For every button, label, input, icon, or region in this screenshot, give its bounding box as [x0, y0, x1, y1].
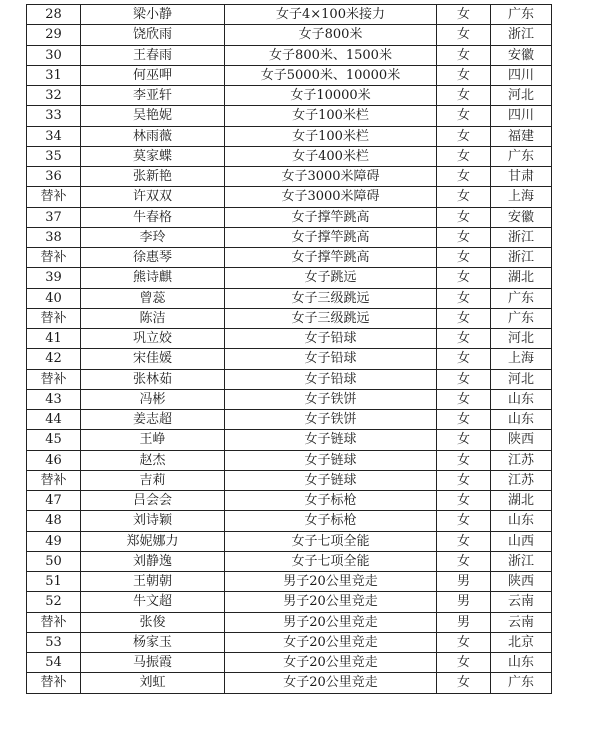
cell-athlete-name: 林雨薇	[81, 126, 225, 146]
table-row	[27, 248, 552, 268]
cell-province: 四川	[491, 65, 552, 85]
cell-gender: 女	[437, 329, 491, 349]
cell-number: 替补	[27, 187, 81, 207]
cell-event: 女子800米	[225, 25, 437, 45]
cell-athlete-name: 牛文超	[81, 592, 225, 612]
cell-gender: 女	[437, 551, 491, 571]
cell-province: 浙江	[491, 25, 552, 45]
cell-number: 34	[27, 126, 81, 146]
cell-athlete-name: 刘诗颖	[81, 511, 225, 531]
cell-number: 46	[27, 450, 81, 470]
table-row	[27, 86, 552, 106]
cell-gender: 女	[437, 410, 491, 430]
cell-gender: 女	[437, 167, 491, 187]
cell-number: 39	[27, 268, 81, 288]
cell-province: 广东	[491, 308, 552, 328]
cell-athlete-name: 熊诗麒	[81, 268, 225, 288]
table-row	[27, 308, 552, 328]
cell-athlete-name: 王朝朝	[81, 572, 225, 592]
cell-province: 广东	[491, 5, 552, 25]
table-row	[27, 450, 552, 470]
cell-province: 河北	[491, 329, 552, 349]
cell-gender: 女	[437, 288, 491, 308]
cell-athlete-name: 宋佳媛	[81, 349, 225, 369]
cell-athlete-name: 刘静逸	[81, 551, 225, 571]
cell-athlete-name: 莫家蝶	[81, 146, 225, 166]
cell-athlete-name: 徐惠琴	[81, 248, 225, 268]
cell-gender: 女	[437, 187, 491, 207]
table-row	[27, 551, 552, 571]
cell-province: 湖北	[491, 268, 552, 288]
cell-province: 山东	[491, 389, 552, 409]
cell-province: 安徽	[491, 45, 552, 65]
cell-event: 女子三级跳远	[225, 308, 437, 328]
cell-event: 男子20公里竞走	[225, 592, 437, 612]
cell-event: 女子撑竿跳高	[225, 227, 437, 247]
cell-athlete-name: 陈洁	[81, 308, 225, 328]
table-row	[27, 288, 552, 308]
cell-gender: 女	[437, 491, 491, 511]
cell-number: 替补	[27, 248, 81, 268]
cell-province: 广东	[491, 146, 552, 166]
cell-number: 35	[27, 146, 81, 166]
table-row	[27, 106, 552, 126]
table-row	[27, 389, 552, 409]
cell-number: 43	[27, 389, 81, 409]
cell-gender: 女	[437, 25, 491, 45]
cell-number: 38	[27, 227, 81, 247]
cell-athlete-name: 王峥	[81, 430, 225, 450]
table-row	[27, 187, 552, 207]
cell-event: 女子标枪	[225, 511, 437, 531]
cell-event: 女子七项全能	[225, 551, 437, 571]
table-row	[27, 430, 552, 450]
cell-athlete-name: 马振霞	[81, 653, 225, 673]
cell-event: 女子20公里竞走	[225, 673, 437, 693]
cell-athlete-name: 曾蕊	[81, 288, 225, 308]
cell-number: 51	[27, 572, 81, 592]
cell-athlete-name: 吴艳妮	[81, 106, 225, 126]
cell-province: 广东	[491, 673, 552, 693]
table-row	[27, 146, 552, 166]
cell-event: 女子20公里竞走	[225, 632, 437, 652]
cell-number: 48	[27, 511, 81, 531]
cell-event: 女子撑竿跳高	[225, 248, 437, 268]
cell-number: 45	[27, 430, 81, 450]
cell-number: 替补	[27, 369, 81, 389]
cell-athlete-name: 牛春格	[81, 207, 225, 227]
cell-athlete-name: 冯彬	[81, 389, 225, 409]
cell-gender: 女	[437, 268, 491, 288]
cell-event: 女子链球	[225, 470, 437, 490]
cell-number: 替补	[27, 470, 81, 490]
cell-number: 31	[27, 65, 81, 85]
cell-athlete-name: 张俊	[81, 612, 225, 632]
cell-event: 女子七项全能	[225, 531, 437, 551]
cell-athlete-name: 赵杰	[81, 450, 225, 470]
table-row	[27, 632, 552, 652]
table-row	[27, 511, 552, 531]
table-row	[27, 491, 552, 511]
cell-athlete-name: 梁小静	[81, 5, 225, 25]
cell-event: 女子3000米障碍	[225, 187, 437, 207]
cell-event: 女子400米栏	[225, 146, 437, 166]
cell-event: 女子链球	[225, 430, 437, 450]
cell-gender: 女	[437, 632, 491, 652]
cell-province: 江苏	[491, 450, 552, 470]
cell-province: 山西	[491, 531, 552, 551]
cell-province: 浙江	[491, 227, 552, 247]
cell-province: 陕西	[491, 572, 552, 592]
cell-gender: 女	[437, 45, 491, 65]
table-row	[27, 673, 552, 693]
cell-gender: 女	[437, 531, 491, 551]
cell-gender: 女	[437, 207, 491, 227]
cell-number: 替补	[27, 308, 81, 328]
cell-athlete-name: 张林茹	[81, 369, 225, 389]
cell-number: 37	[27, 207, 81, 227]
cell-number: 28	[27, 5, 81, 25]
cell-province: 陕西	[491, 430, 552, 450]
cell-event: 女子铅球	[225, 349, 437, 369]
cell-gender: 女	[437, 106, 491, 126]
cell-event: 女子100米栏	[225, 126, 437, 146]
cell-event: 女子20公里竞走	[225, 653, 437, 673]
cell-number: 42	[27, 349, 81, 369]
cell-province: 江苏	[491, 470, 552, 490]
cell-gender: 女	[437, 227, 491, 247]
cell-province: 北京	[491, 632, 552, 652]
cell-gender: 女	[437, 86, 491, 106]
athlete-roster-table	[26, 4, 552, 694]
cell-gender: 女	[437, 673, 491, 693]
table-row	[27, 531, 552, 551]
cell-province: 湖北	[491, 491, 552, 511]
cell-athlete-name: 李亚轩	[81, 86, 225, 106]
cell-gender: 女	[437, 430, 491, 450]
cell-gender: 女	[437, 5, 491, 25]
cell-event: 女子标枪	[225, 491, 437, 511]
table-row	[27, 572, 552, 592]
cell-gender: 女	[437, 450, 491, 470]
cell-athlete-name: 杨家玉	[81, 632, 225, 652]
cell-event: 女子铅球	[225, 329, 437, 349]
cell-number: 49	[27, 531, 81, 551]
cell-event: 男子20公里竞走	[225, 612, 437, 632]
cell-athlete-name: 郑妮娜力	[81, 531, 225, 551]
cell-province: 四川	[491, 106, 552, 126]
cell-number: 50	[27, 551, 81, 571]
cell-number: 替补	[27, 612, 81, 632]
cell-gender: 女	[437, 369, 491, 389]
table-row	[27, 65, 552, 85]
cell-gender: 女	[437, 308, 491, 328]
cell-event: 女子链球	[225, 450, 437, 470]
cell-event: 女子10000米	[225, 86, 437, 106]
cell-province: 河北	[491, 369, 552, 389]
cell-number: 36	[27, 167, 81, 187]
table-row	[27, 653, 552, 673]
cell-athlete-name: 刘虹	[81, 673, 225, 693]
cell-province: 山东	[491, 511, 552, 531]
cell-event: 女子跳远	[225, 268, 437, 288]
cell-province: 上海	[491, 187, 552, 207]
cell-event: 女子三级跳远	[225, 288, 437, 308]
cell-number: 40	[27, 288, 81, 308]
table-row	[27, 207, 552, 227]
cell-event: 女子3000米障碍	[225, 167, 437, 187]
table-row	[27, 612, 552, 632]
cell-province: 安徽	[491, 207, 552, 227]
cell-province: 山东	[491, 653, 552, 673]
cell-event: 女子撑竿跳高	[225, 207, 437, 227]
cell-athlete-name: 吉莉	[81, 470, 225, 490]
cell-event: 女子铅球	[225, 369, 437, 389]
cell-event: 女子800米、1500米	[225, 45, 437, 65]
cell-province: 浙江	[491, 551, 552, 571]
cell-event: 女子铁饼	[225, 410, 437, 430]
table-row	[27, 268, 552, 288]
table-row	[27, 167, 552, 187]
cell-number: 30	[27, 45, 81, 65]
cell-province: 山东	[491, 410, 552, 430]
cell-gender: 女	[437, 470, 491, 490]
cell-province: 云南	[491, 612, 552, 632]
cell-number: 33	[27, 106, 81, 126]
table-row	[27, 25, 552, 45]
cell-province: 甘肃	[491, 167, 552, 187]
cell-gender: 女	[437, 126, 491, 146]
cell-event: 男子20公里竞走	[225, 572, 437, 592]
table-row	[27, 410, 552, 430]
table-row	[27, 349, 552, 369]
cell-gender: 女	[437, 146, 491, 166]
cell-event: 女子4×100米接力	[225, 5, 437, 25]
cell-athlete-name: 张新艳	[81, 167, 225, 187]
cell-number: 47	[27, 491, 81, 511]
cell-province: 广东	[491, 288, 552, 308]
cell-gender: 男	[437, 612, 491, 632]
cell-number: 32	[27, 86, 81, 106]
cell-athlete-name: 李玲	[81, 227, 225, 247]
table-row	[27, 470, 552, 490]
cell-gender: 女	[437, 653, 491, 673]
cell-number: 44	[27, 410, 81, 430]
cell-province: 福建	[491, 126, 552, 146]
cell-athlete-name: 巩立姣	[81, 329, 225, 349]
table-row	[27, 227, 552, 247]
cell-athlete-name: 饶欣雨	[81, 25, 225, 45]
roster-table-body	[27, 5, 552, 694]
cell-gender: 女	[437, 511, 491, 531]
cell-province: 浙江	[491, 248, 552, 268]
cell-province: 云南	[491, 592, 552, 612]
cell-athlete-name: 吕会会	[81, 491, 225, 511]
cell-gender: 男	[437, 572, 491, 592]
cell-province: 河北	[491, 86, 552, 106]
cell-number: 29	[27, 25, 81, 45]
table-row	[27, 45, 552, 65]
cell-gender: 女	[437, 248, 491, 268]
table-row	[27, 126, 552, 146]
cell-event: 女子100米栏	[225, 106, 437, 126]
cell-number: 替补	[27, 673, 81, 693]
cell-number: 53	[27, 632, 81, 652]
cell-number: 54	[27, 653, 81, 673]
cell-gender: 女	[437, 389, 491, 409]
cell-number: 52	[27, 592, 81, 612]
cell-athlete-name: 姜志超	[81, 410, 225, 430]
cell-province: 上海	[491, 349, 552, 369]
cell-gender: 女	[437, 349, 491, 369]
cell-gender: 女	[437, 65, 491, 85]
cell-athlete-name: 许双双	[81, 187, 225, 207]
cell-gender: 男	[437, 592, 491, 612]
cell-athlete-name: 王春雨	[81, 45, 225, 65]
table-row	[27, 592, 552, 612]
cell-event: 女子5000米、10000米	[225, 65, 437, 85]
table-row	[27, 329, 552, 349]
cell-number: 41	[27, 329, 81, 349]
table-row	[27, 5, 552, 25]
table-row	[27, 369, 552, 389]
cell-athlete-name: 何巫呷	[81, 65, 225, 85]
cell-event: 女子铁饼	[225, 389, 437, 409]
